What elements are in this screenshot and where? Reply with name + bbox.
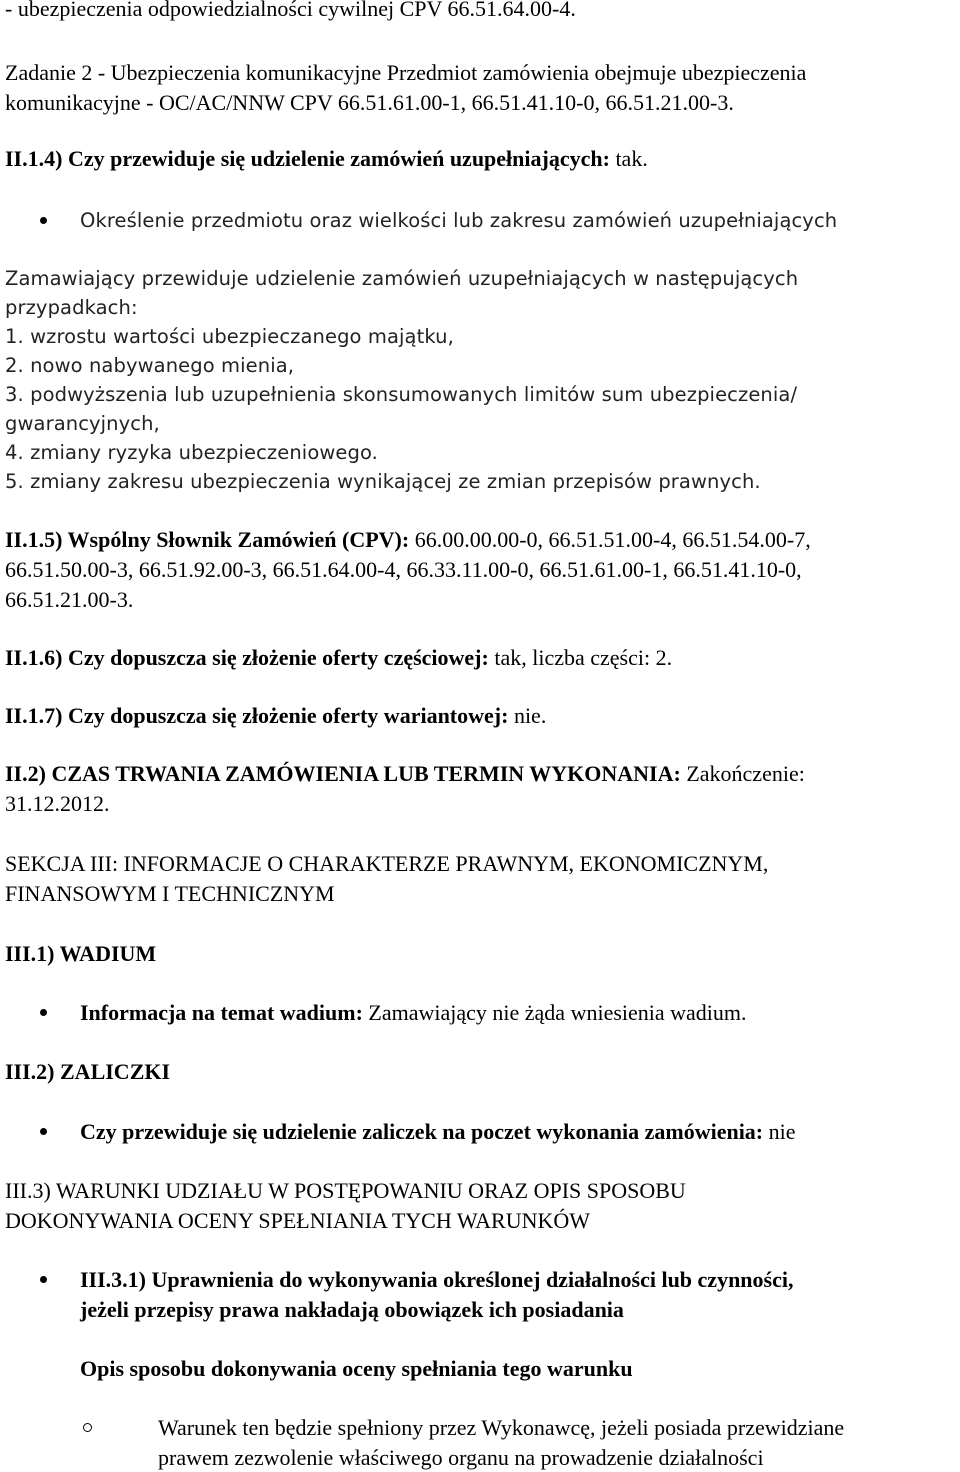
- field-value: 66.00.00.00-0, 66.51.51.00-4, 66.51.54.00-7,: [409, 527, 811, 552]
- section-heading: [5, 701, 546, 730]
- list-item: 4. zmiany ryzyka ubezpieczeniowego.: [5, 441, 378, 464]
- field-value: tak, liczba części: 2.: [488, 645, 673, 670]
- section-title: SEKCJA III: INFORMACJE O CHARAKTERZE PRAWNYM, EKONOMICZNYM,: [5, 851, 769, 876]
- bullet-text: jeżeli przepisy prawa nakładają obowiązek ich posiadania: [80, 1297, 624, 1322]
- text-line: przypadkach:: [5, 296, 138, 319]
- field-label: II.1.6) Czy dopuszcza się złożenie oferty częściowej:: [5, 645, 489, 670]
- section-heading: [5, 525, 811, 554]
- list-item: gwarancyjnych,: [5, 412, 160, 435]
- bullet-text: prawem zezwolenie właściwego organu na prowadzenie działalności: [158, 1445, 764, 1470]
- field-label: II.1.4) Czy przewiduje się udzielenie zamówień uzupełniających:: [5, 146, 610, 171]
- list-item: 3. podwyższenia lub uzupełnienia skonsumowanych limitów sum ubezpieczenia/: [5, 383, 798, 406]
- text-line: 66.51.50.00-3, 66.51.92.00-3, 66.51.64.00-4, 66.33.11.00-0, 66.51.61.00-1, 66.51.41.10-0,: [5, 557, 802, 582]
- list-item: 5. zmiany zakresu ubezpieczenia wynikającej ze zmian przepisów prawnych.: [5, 470, 761, 493]
- field-value: nie: [763, 1119, 796, 1144]
- bullet-icon: [40, 1128, 47, 1135]
- bullet-icon: [40, 217, 47, 224]
- circle-bullet-icon: [83, 1423, 92, 1432]
- field-value: Zakończenie:: [680, 761, 805, 786]
- field-label: II.1.5) Wspólny Słownik Zamówień (CPV):: [5, 527, 410, 552]
- field-label: Informacja na temat wadium:: [80, 1000, 363, 1025]
- bullet-text: III.3.1) Uprawnienia do wykonywania określonej działalności lub czynności,: [80, 1267, 794, 1292]
- field-label: Czy przewiduje się udzielenie zaliczek na poczet wykonania zamówienia:: [80, 1119, 764, 1144]
- field-label: II.1.7) Czy dopuszcza się złożenie oferty wariantowej:: [5, 703, 509, 728]
- section-heading: [5, 759, 805, 788]
- bullet-icon: [40, 1276, 47, 1283]
- bullet-icon: [40, 1009, 47, 1016]
- list-item: 1. wzrostu wartości ubezpieczanego majątku,: [5, 325, 454, 348]
- section-title: FINANSOWYM I TECHNICZNYM: [5, 881, 335, 906]
- text-line: Zadanie 2 - Ubezpieczenia komunikacyjne Przedmiot zamówienia obejmuje ubezpieczenia: [5, 60, 807, 85]
- field-value: nie.: [508, 703, 547, 728]
- section-heading: III.2) ZALICZKI: [5, 1059, 171, 1084]
- section-heading: DOKONYWANIA OCENY SPEŁNIANIA TYCH WARUNKÓW: [5, 1208, 591, 1233]
- bullet-text: Warunek ten będzie spełniony przez Wykonawcę, jeżeli posiada przewidziane: [158, 1415, 845, 1440]
- field-value: tak.: [609, 146, 648, 171]
- field-label: II.2) CZAS TRWANIA ZAMÓWIENIA LUB TERMIN WYKONANIA:: [5, 761, 681, 786]
- bullet-text: [80, 1117, 796, 1146]
- bullet-text: Określenie przedmiotu oraz wielkości lub zakresu zamówień uzupełniających: [80, 209, 838, 232]
- field-value: Zamawiający nie żąda wniesienia wadium.: [362, 1000, 747, 1025]
- text-line: 31.12.2012.: [5, 791, 110, 816]
- section-heading: [5, 144, 648, 173]
- list-item: 2. nowo nabywanego mienia,: [5, 354, 295, 377]
- subsection-heading: Opis sposobu dokonywania oceny spełniania tego warunku: [80, 1356, 633, 1381]
- text-line: komunikacyjne - OC/AC/NNW CPV 66.51.61.00-1, 66.51.41.10-0, 66.51.21.00-3.: [5, 90, 734, 115]
- text-line: - ubezpieczenia odpowiedzialności cywilnej CPV 66.51.64.00-4.: [5, 0, 576, 21]
- bullet-text: [80, 998, 747, 1027]
- section-heading: III.1) WADIUM: [5, 941, 157, 966]
- section-heading: [5, 643, 672, 672]
- text-line: 66.51.21.00-3.: [5, 587, 134, 612]
- text-line: Zamawiający przewiduje udzielenie zamówień uzupełniających w następujących: [5, 267, 799, 290]
- section-heading: III.3) WARUNKI UDZIAŁU W POSTĘPOWANIU ORAZ OPIS SPOSOBU: [5, 1178, 686, 1203]
